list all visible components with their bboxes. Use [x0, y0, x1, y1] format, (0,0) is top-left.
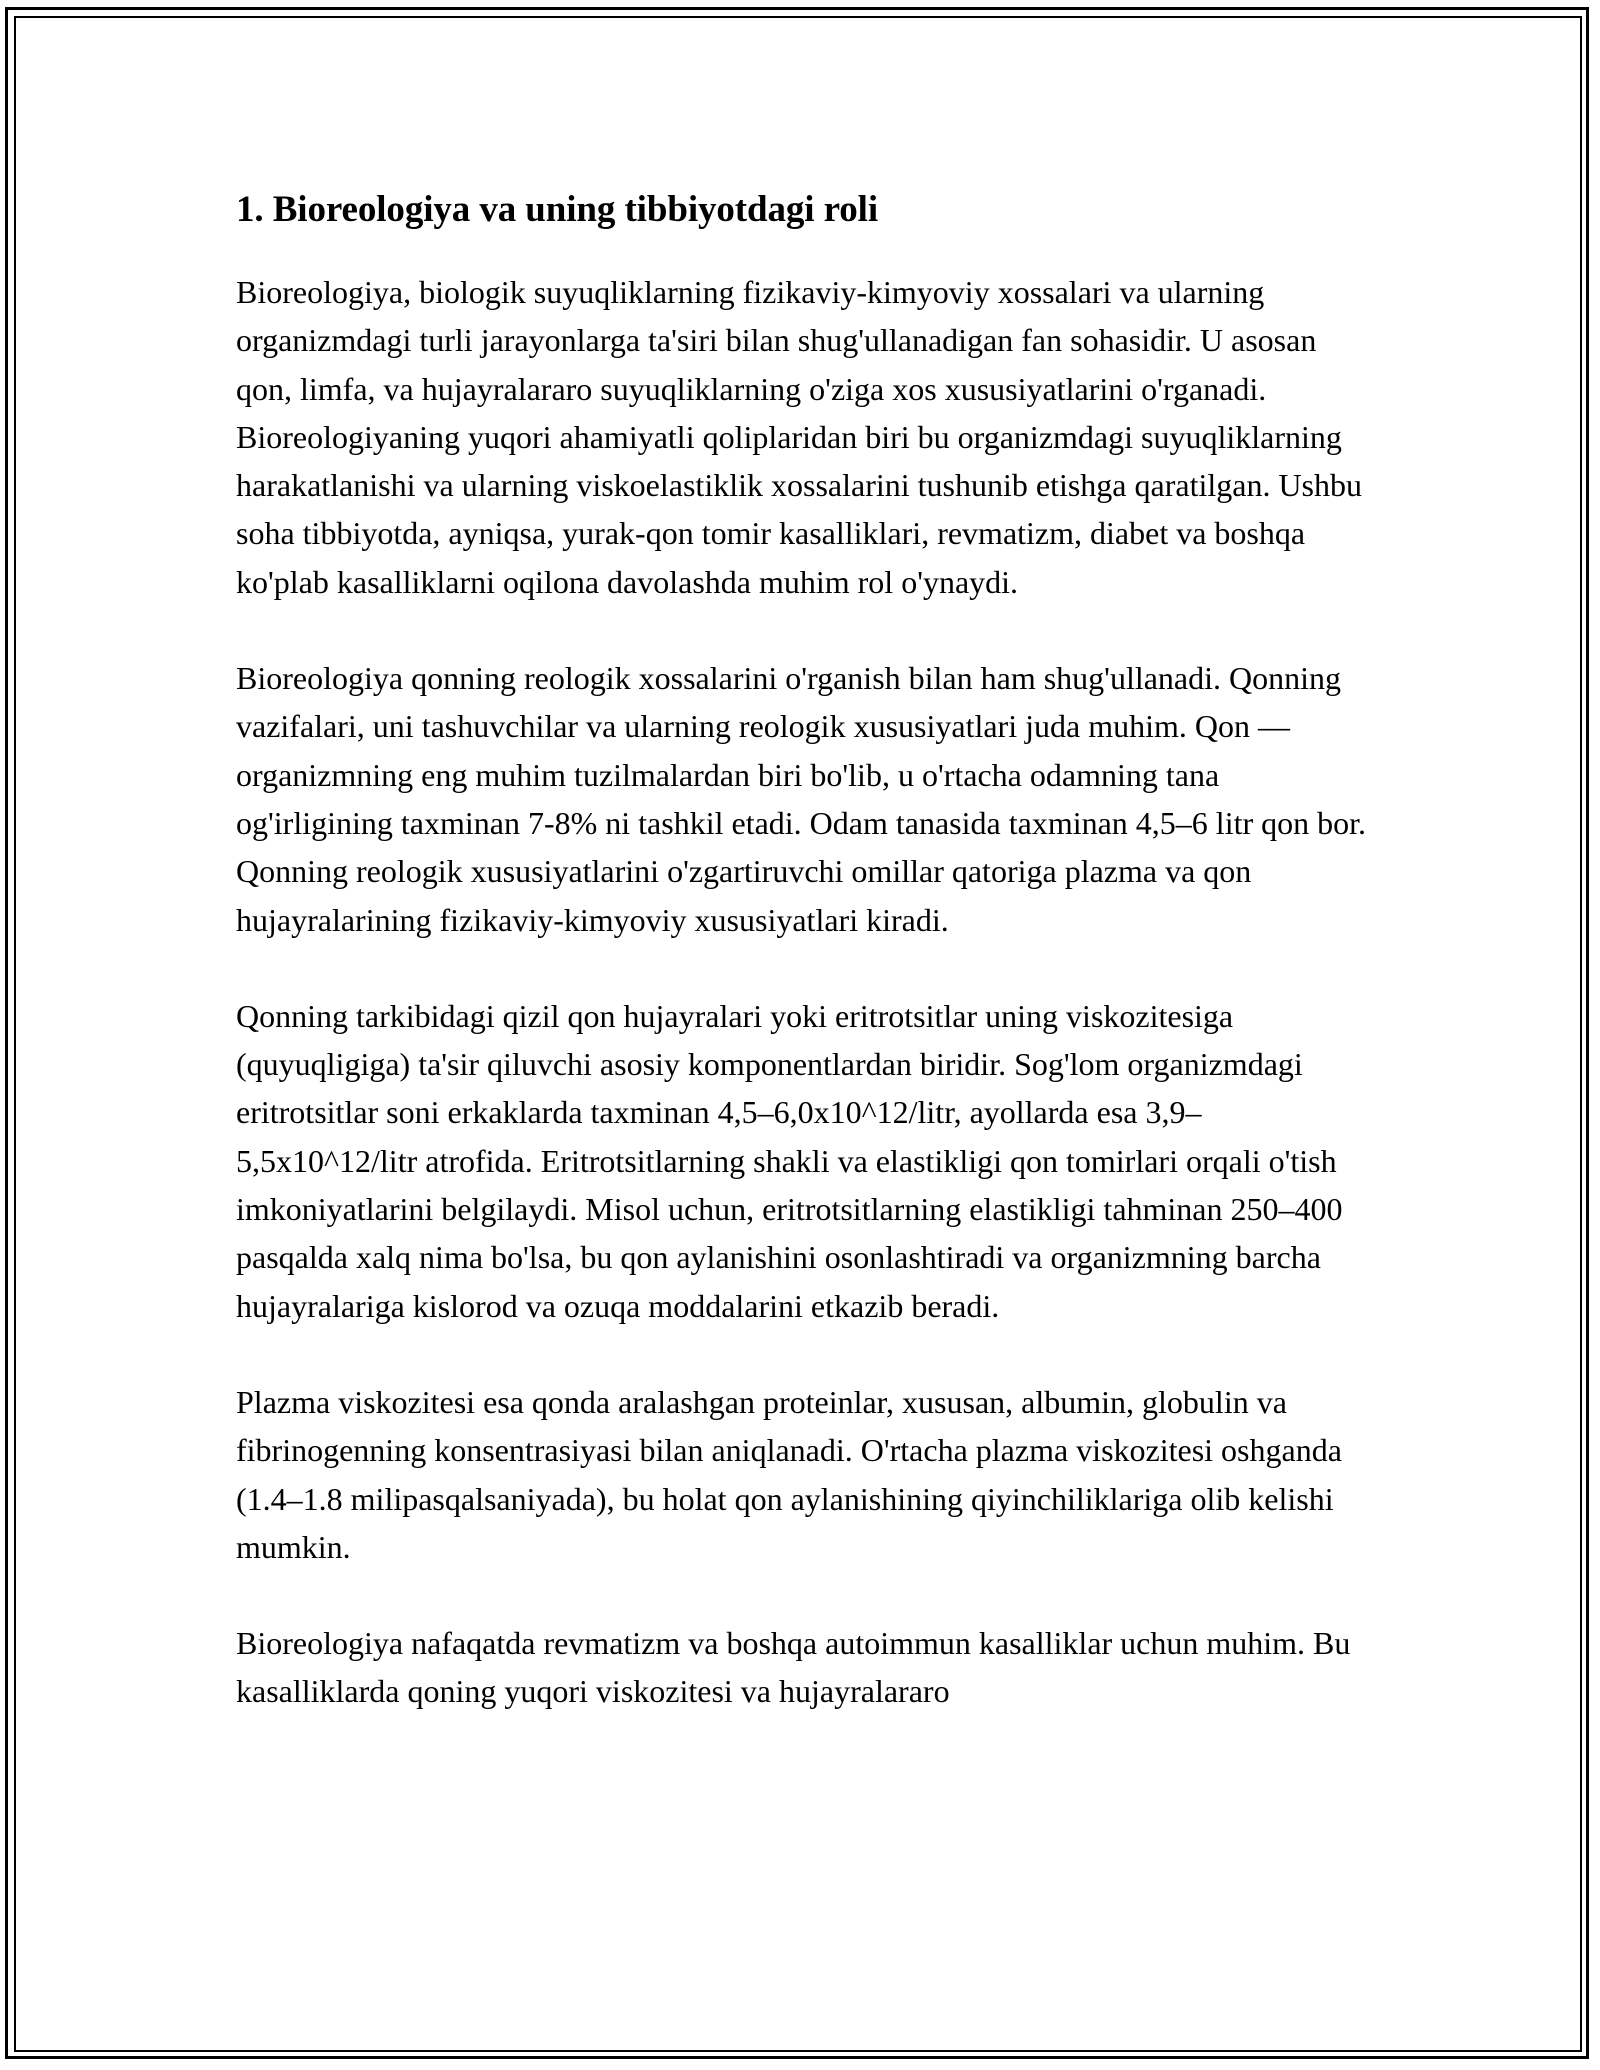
document-body	[236, 186, 1376, 1764]
paragraph-4: Plazma viskozitesi esa qonda aralashgan proteinlar, xususan, albumin, globulin va fibrinogenning konsentrasiyasi bilan aniqlanadi. O'rtacha plazma viskozitesi oshganda (1.4–1.8 milipasqalsaniyada), bu holat qon aylanishining qiyinchiliklariga olib kelishi mumkin.	[236, 1383, 1342, 1565]
section-heading: 1. Bioreologiya va uning tibbiyotdagi roli	[236, 189, 879, 230]
paragraph-1: Bioreologiya, biologik suyuqliklarning fizikaviy-kimyoviy xossalari va ularning organizmdagi turli jarayonlarga ta'siri bilan shug'ullanadigan fan sohasidir. U asosan qon, limfa, va hujayralararo suyuqliklarning o'ziga xos xususiyatlarini o'rganadi. Bioreologiyaning yuqori ahamiyatli qoliplaridan biri bu organizmdagi suyuqliklarning harakatlanishi va ularning viskoelastiklik xossalarini tushunib etishga qaratilgan. Ushbu soha tibbiyotda, ayniqsa, yurak-qon tomir kasalliklari, revmatizm, diabet va boshqa ko'plab kasalliklarni oqilona davolashda muhim rol o'ynaydi.	[236, 274, 1362, 600]
paragraph-2: Bioreologiya qonning reologik xossalarini o'rganish bilan ham shug'ullanadi. Qonning vazifalari, uni tashuvchilar va ularning reologik xususiyatlari juda muhim. Qon — organizmning eng muhim tuzilmalardan biri bo'lib, u o'rtacha odamning tana og'irligining taxminan 7-8% ni tashkil etadi. Odam tanasida taxminan 4,5–6 litr qon bor. Qonning reologik xususiyatlarini o'zgartiruvchi omillar qatoriga plazma va qon hujayralarining fizikaviy-kimyoviy xususiyatlari kiradi.	[236, 660, 1367, 938]
paragraph-5: Bioreologiya nafaqatda revmatizm va boshqa autoimmun kasalliklar uchun muhim. Bu kasalliklarda qoning yuqori viskozitesi va hujayralararo	[236, 1625, 1351, 1710]
paragraph-3: Qonning tarkibidagi qizil qon hujayralari yoki eritrotsitlar uning viskozitesiga (quyuqligiga) ta'sir qiluvchi asosiy komponentlardan biridir. Sog'lom organizmdagi eritrotsitlar soni erkaklarda taxminan 4,5–6,0x10^12/litr, ayollarda esa 3,9–5,5x10^12/litr atrofida. Eritrotsitlarning shakli va elastikligi qon tomirlari orqali o'tish imkoniyatlarini belgilaydi. Misol uchun, eritrotsitlarning elastikligi tahminan 250–400 pasqalda xalq nima bo'lsa, bu qon aylanishini osonlashtiradi va organizmning barcha hujayralariga kislorod va ozuqa moddalarini etkazib beradi.	[236, 997, 1343, 1324]
